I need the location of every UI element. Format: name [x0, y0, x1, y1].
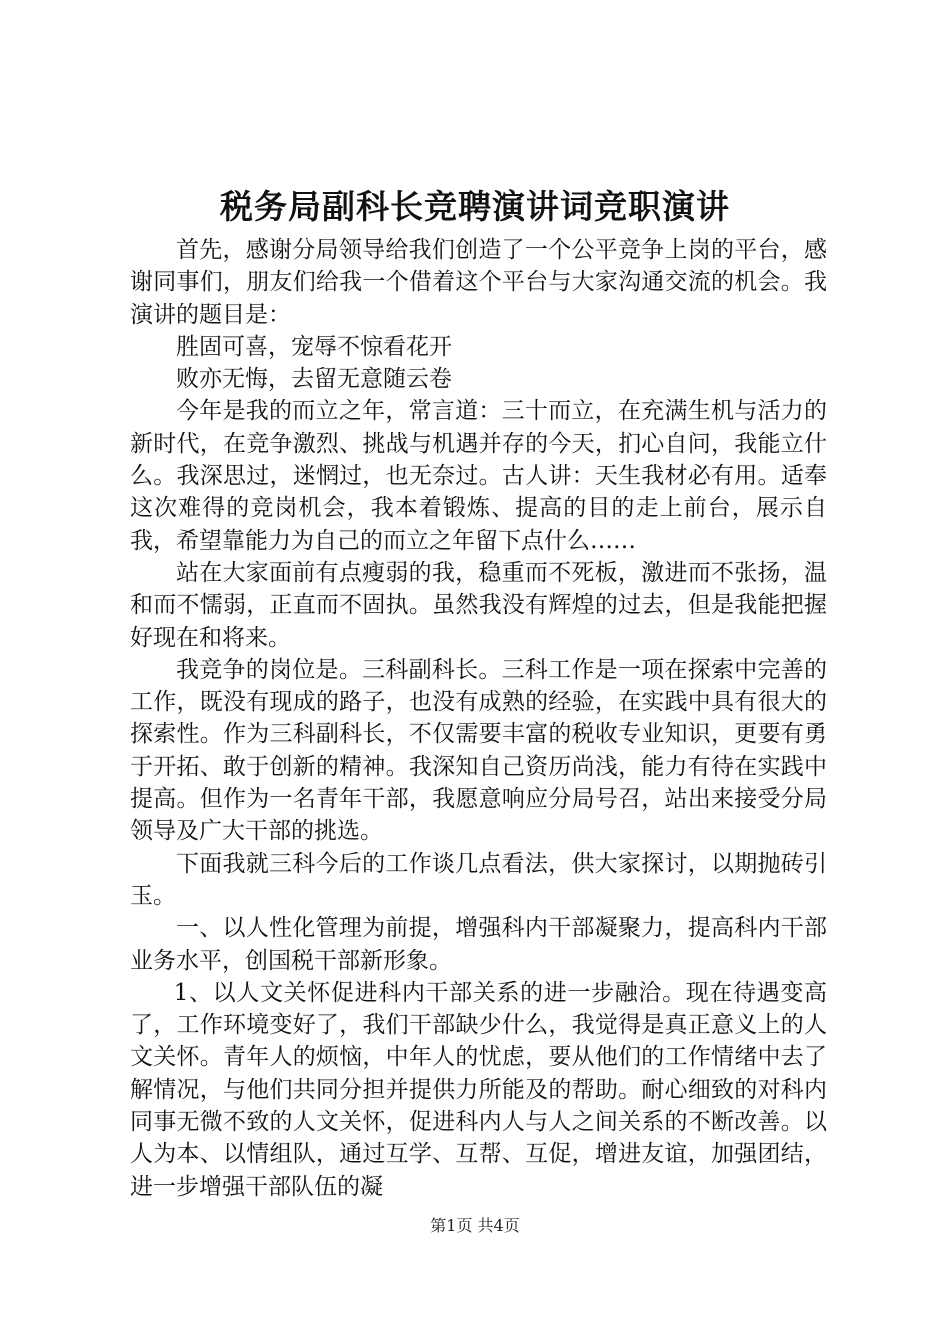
document-body — [130, 234, 827, 1203]
paragraph-section-one: 一、以人性化管理为前提，增强科内干部凝聚力，提高科内干部业务水平，创国税干部新形象。 — [130, 915, 827, 974]
paragraph-item-one: 1、以人文关怀促进科内干部关系的进一步融洽。现在待遇变高了，工作环境变好了，我们干部缺少什么，我觉得是真正意义上的人文关怀。青年人的烦恼，中年人的忧虑，要从他们的工作情绪中去了解情况，与他们共同分担并提供力所能及的帮助。耐心细致的对科内同事无微不致的人文关怀，促进科内人与人之间关系的不断改善。以人为本、以情组队，通过互学、互帮、互促，增进友谊，加强团结，进一步增强干部队伍的凝 — [130, 979, 827, 1200]
paragraph-views: 下面我就三科今后的工作谈几点看法，供大家探讨，以期抛砖引玉。 — [130, 850, 827, 909]
paragraph-verse-line-2: 败亦无悔，去留无意随云卷 — [176, 366, 452, 393]
document-title: 税务局副科长竞聘演讲词竞职演讲 — [220, 187, 730, 226]
paragraph-self-description: 站在大家面前有点瘦弱的我，稳重而不死板，激进而不张扬，温和而不懦弱，正直而不固执。虽然我没有辉煌的过去，但是我能把握好现在和将来。 — [130, 559, 827, 651]
paragraph-position: 我竞争的岗位是。三科副科长。三科工作是一项在探索中完善的工作，既没有现成的路子，也没有成熟的经验，在实践中具有很大的探索性。作为三科副科长，不仅需要丰富的税收专业知识，更要有勇于开拓、敢于创新的精神。我深知自己资历尚浅，能力有待在实践中提高。但作为一名青年干部，我愿意响应分局号召，站出来接受分局领导及广大干部的挑选。 — [130, 656, 827, 845]
paragraph-verse-line-1: 胜固可喜，宠辱不惊看花开 — [176, 333, 452, 360]
page-number: 第1页 共4页 — [430, 1216, 520, 1235]
paragraph-thirty: 今年是我的而立之年，常言道：三十而立，在充满生机与活力的新时代，在竞争激烈、挑战与机遇并存的今天，扪心自问，我能立什么。我深思过，迷惘过，也无奈过。古人讲：天生我材必有用。适奉这次难得的竞岗机会，我本着锻炼、提高的目的走上前台，展示自我，希望靠能力为自己的而立之年留下点什么…… — [130, 398, 827, 554]
paragraph-intro: 首先，感谢分局领导给我们创造了一个公平竞争上岗的平台，感谢同事们，朋友们给我一个借着这个平台与大家沟通交流的机会。我演讲的题目是： — [130, 237, 827, 328]
